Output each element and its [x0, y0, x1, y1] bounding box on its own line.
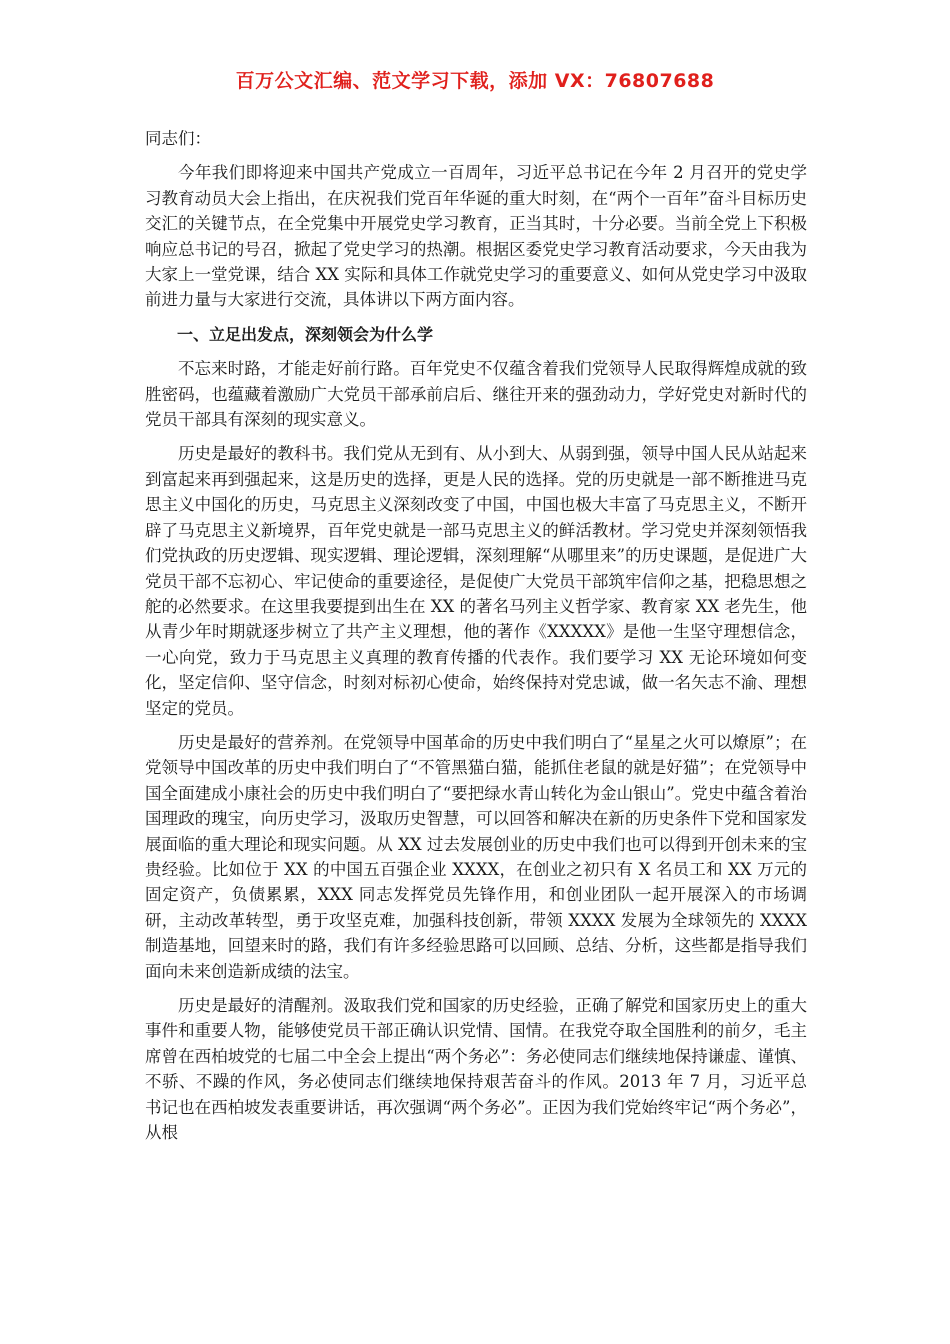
intro-paragraph: 今年我们即将迎来中国共产党成立一百周年，习近平总书记在今年 2 月召开的党史学习教育动员大会上指出，在庆祝我们党百年华诞的重大时刻，在“两个一百年”奋斗目标历史交汇的关键节点，在全党集中开展党史学习教育，正当其时，十分必要。当前全党上下积极响应总书记的号召，掀起了党史学习的热潮。根据区委党史学习教育活动要求，今天由我为大家上一堂党课，结合 XX 实际和具体工作就党史学习的重要意义、如何从党史学习中汲取前进力量与大家进行交流，具体讲以下两方面内容。 [145, 163, 807, 310]
document-body [145, 126, 807, 1154]
section-heading: 一、立足出发点，深刻领会为什么学 [177, 324, 434, 344]
nutrient-paragraph: 历史是最好的营养剂。在党领导中国革命的历史中我们明白了“星星之火可以燎原”；在党领导中国改革的历史中我们明白了“不管黑猫白猫，能抓住老鼠的就是好猫”；在党领导中国全面建成小康社会的历史中我们明白了“要把绿水青山转化为金山银山”。党史中蕴含着治国理政的瑰宝，向历史学习，汲取历史智慧，可以回答和解决在新的历史条件下党和国家发展面临的重大理论和现实问题。从 XX 过去发展创业的历史中我们也可以得到开创未来的宝贵经验。比如位于 XX 的中国五百强企业 XXXX，在创业之初只有 X 名员工和 XX 万元的固定资产，负债累累，XXX 同志发挥党员先锋作用，和创业团队一起开展深入的市场调研，主动改革转型，勇于攻坚克难，加强科技创新，带领 XXXX 发展为全球领先的 XXXX 制造基地，回望来时的路，我们有许多经验思路可以回顾、总结、分析，这些都是指导我们面向未来创造新成绩的法宝。 [145, 732, 807, 981]
sober-paragraph: 历史是最好的清醒剂。汲取我们党和国家的历史经验，正确了解党和国家历史上的重大事件和重要人物，能够使党员干部正确认识党情、国情。在我党夺取全国胜利的前夕，毛主席曾在西柏坡党的七届二中全会上提出“两个务必”：务必使同志们继续地保持谦虚、谨慎、不骄、不躁的作风，务必使同志们继续地保持艰苦奋斗的作风。2013 年 7 月，习近平总书记也在西柏坡发表重要讲话，再次强调“两个务必”。正因为我们党始终牢记“两个务必”，从根 [145, 996, 807, 1143]
section-intro-paragraph: 不忘来时路，才能走好前行路。百年党史不仅蕴含着我们党领导人民取得辉煌成就的致胜密码，也蕴藏着激励广大党员干部承前启后、继往开来的强劲动力，学好党史对新时代的党员干部具有深刻的现实意义。 [145, 359, 807, 430]
textbook-paragraph: 历史是最好的教科书。我们党从无到有、从小到大、从弱到强，领导中国人民从站起来到富起来再到强起来，这是历史的选择，更是人民的选择。党的历史就是一部不断推进马克思主义中国化的历史，马克思主义深刻改变了中国，中国也极大丰富了马克思主义，不断开辟了马克思主义新境界，百年党史就是一部马克思主义的鲜活教材。学习党史并深刻领悟我们党执政的历史逻辑、现实逻辑、理论逻辑，深刻理解“从哪里来”的历史课题，是促进广大党员干部不忘初心、牢记使命的重要途径，是促使广大党员干部筑牢信仰之基，把稳思想之舵的必然要求。在这里我要提到出生在 XX 的著名马列主义哲学家、教育家 XX 老先生，他从青少年时期就逐步树立了共产主义理想，他的著作《XXXXX》是他一生坚守理想信念，一心向党，致力于马克思主义真理的教育传播的代表作。我们要学习 XX 无论环境如何变化，坚定信仰、坚守信念，时刻对标初心使命，始终保持对党忠诚，做一名矢志不渝、理想坚定的党员。 [145, 444, 807, 718]
header-banner: 百万公文汇编、范文学习下载，添加 VX：76807688 [235, 70, 715, 92]
salutation: 同志们： [145, 129, 211, 148]
